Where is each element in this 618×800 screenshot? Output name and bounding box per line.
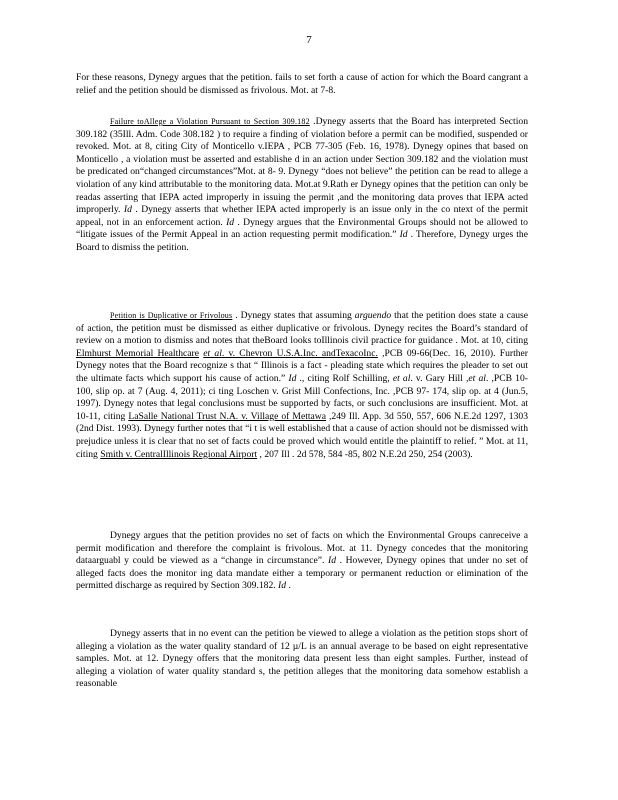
case-citation: Elmhurst Memorial Healthcare (76, 347, 200, 359)
case-citation: Smith v. CentralIllinois Regional Airport (100, 448, 258, 460)
page-number: 7 (306, 34, 312, 46)
paragraph-no-set-of-facts: Dynegy argues that the petition provides no set of facts on which the Environmental Groups canreceive a permit modification and therefore the complaint is frivolous. Mot. at 11. Dynegy concedes that the monitoring dataarguabl y could be viewed as a “change in circumstance”. Id . However, Dynegy opines that under no set of alleged facts does the monitor ing data mandate either a temporary or permanent reduction or elimination of the permitted discharge as required by Section 309.182. Id . (76, 530, 529, 592)
section-heading-failure-to-allege: Failure toAllege a Violation Pursuant to Section 309.182 (110, 117, 310, 126)
paragraph-duplicative-frivolous: Petition is Duplicative or Frivolous . Dynegy states that assuming arguendo that the petition does state a cause of action, the petition must be dismissed as either duplicative or frivolous. Dynegy recites the Board’s standard of review on a motion to dismiss and notes that theBoard looks toIllinois civil practice for guidance . Mot. at 10, citing Elmhurst Memorial Healthcare et al. v. Chevron U.S.A.Inc. andTexacoInc. ,PCB 09-66(Dec. 16, 2010). Further Dynegy notes that the Board recognize s that “ Illinois is a fact - pleading state which requires the pleader to set out the ultimate facts which support his cause of action.” Id ., citing Rolf Schilling, et al. v. Gary Hill ,et al. ,PCB 10- 100, slip op. at 7 (Aug. 4, 2011); ci ting Loschen v. Grist Mill Confections, Inc. ,PCB 97- 174, slip op. at 4 (Jun.5, 1997). Dynegy notes that legal conclusions must be supported by facts, or such conclusions are insufficient. Mot. at 10-11, citing LaSalle National Trust N.A. v. Village of Mettawa ,249 Ill. App. 3d 550, 557, 606 N.E.2d 1297, 1303 (2nd Dist. 1993). Dynegy further notes that “i t is well established that a cause of action should not be dismissed with prejudice unless it is clear that no set of facts could be proved which would entitle the plaintiff to relief. ” Mot. at 11, citing Smith v. CentralIllinois Regional Airport , 207 Ill . 2d 578, 584 -85, 802 N.E.2d 250, 254 (2003). (76, 310, 529, 460)
case-citation: LaSalle National Trust N.A. v. Village of Mettawa (128, 410, 326, 422)
paragraph-failure-to-allege: Failure toAllege a Violation Pursuant to Section 309.182 .Dynegy asserts that the Board has interpreted Section 309.182 (35Ill. Adm. Code 308.182 ) to require a finding of violation before a permit can be modified, suspended or revoked. Mot. at 8, citing City of Monticello v.IEPA , PCB 77-305 (Feb. 16, 1978). Dynegy opines that based on Monticello , a violation must be asserted and establishe d in an action under Section 309.182 and the violation must be predicated on“changed circumstances”Mot. at 8- 9. Dynegy “does not believe” the petition can be read to allege a violation of any kind attributable to the monitoring data. Mot.at 9.Rath er Dynegy opines that the petition can only be readas asserting that IEPA acted improperly in issuing the permit ,and the monitoring data proves that IEPA acted improperly. Id . Dynegy asserts that whether IEPA acted improperly is an issue only in the co ntext of the permit appeal, not in an enforcement action. Id . Dynegy argues that the Environmental Groups should not be allowed to “litigate issues of the Permit Appeal in an action requesting permit modification.” Id . Therefore, Dynegy urges the Board to dismiss the petition. (76, 116, 528, 253)
paragraph-reasons: For these reasons, Dynegy argues that the petition. fails to set forth a cause of action for which the Board cangrant a relief and the petition should be dismissed as frivolous. Mot. at 7-8. (76, 72, 528, 96)
section-heading-duplicative: Petition is Duplicative or Frivolous (110, 311, 233, 320)
paragraph-water-quality: Dynegy asserts that in no event can the petition be viewed to allege a violation as the petition stops short of alleging a violation as the water quality standard of 12 µ/L is an annual average to be based on eight representative samples. Mot. at 12. Dynegy offers that the monitoring data present less than eight samples. Further, instead of alleging a violation of water quality standard s, the petition alleges that the monitoring data somehow establish a reasonable (76, 628, 528, 690)
